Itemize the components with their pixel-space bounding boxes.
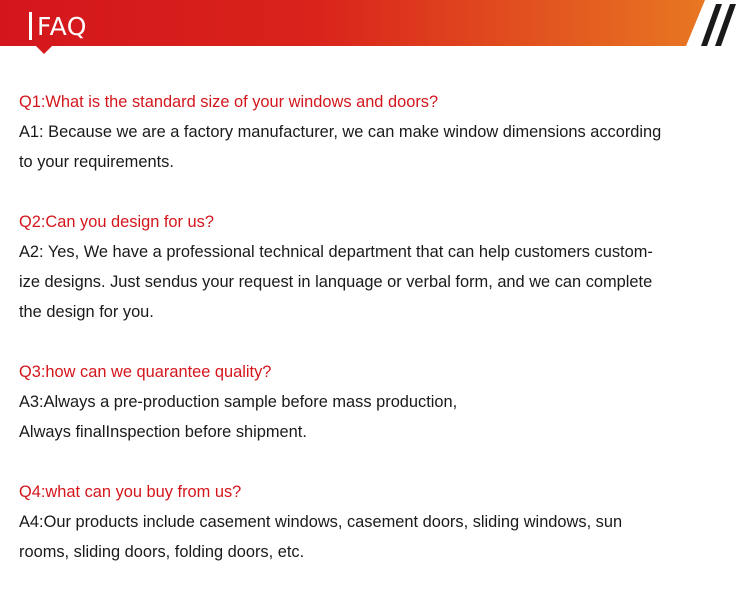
banner-title-text: FAQ — [37, 11, 87, 41]
faq-answer-line: to your requirements. — [19, 153, 174, 171]
faq-question: Q2:Can you design for us? — [19, 213, 214, 231]
faq-item — [19, 207, 734, 327]
faq-item — [19, 477, 734, 567]
faq-answer-line: A2: Yes, We have a professional technical department that can help customers custom- — [19, 243, 653, 261]
faq-banner — [0, 0, 750, 62]
faq-answer-line: the design for you. — [19, 303, 154, 321]
faq-answer-line: Always finalInspection before shipment. — [19, 423, 307, 441]
faq-answer-line: ize designs. Just sendus your request in lanquage or verbal form, and we can complete — [19, 273, 653, 291]
title-bar-icon — [29, 12, 32, 40]
faq-question: Q1:What is the standard size of your windows and doors? — [19, 93, 439, 111]
banner-ribbon — [0, 0, 705, 54]
faq-answer-line: A4:Our products include casement windows, casement doors, sliding windows, sun — [19, 513, 623, 531]
faq-item — [19, 357, 734, 447]
faq-answer-line: rooms, sliding doors, folding doors, etc. — [19, 543, 305, 561]
faq-list — [19, 87, 734, 597]
faq-item — [19, 87, 734, 177]
faq-question: Q4:what can you buy from us? — [19, 483, 242, 501]
faq-question: Q3:how can we quarantee quality? — [19, 363, 272, 381]
banner-graphic — [0, 0, 750, 62]
banner-title — [29, 6, 87, 46]
faq-answer-line: A1: Because we are a factory manufacturer, we can make window dimensions according — [19, 123, 662, 141]
faq-answer-line: A3:Always a pre-production sample before mass production, — [19, 393, 458, 411]
